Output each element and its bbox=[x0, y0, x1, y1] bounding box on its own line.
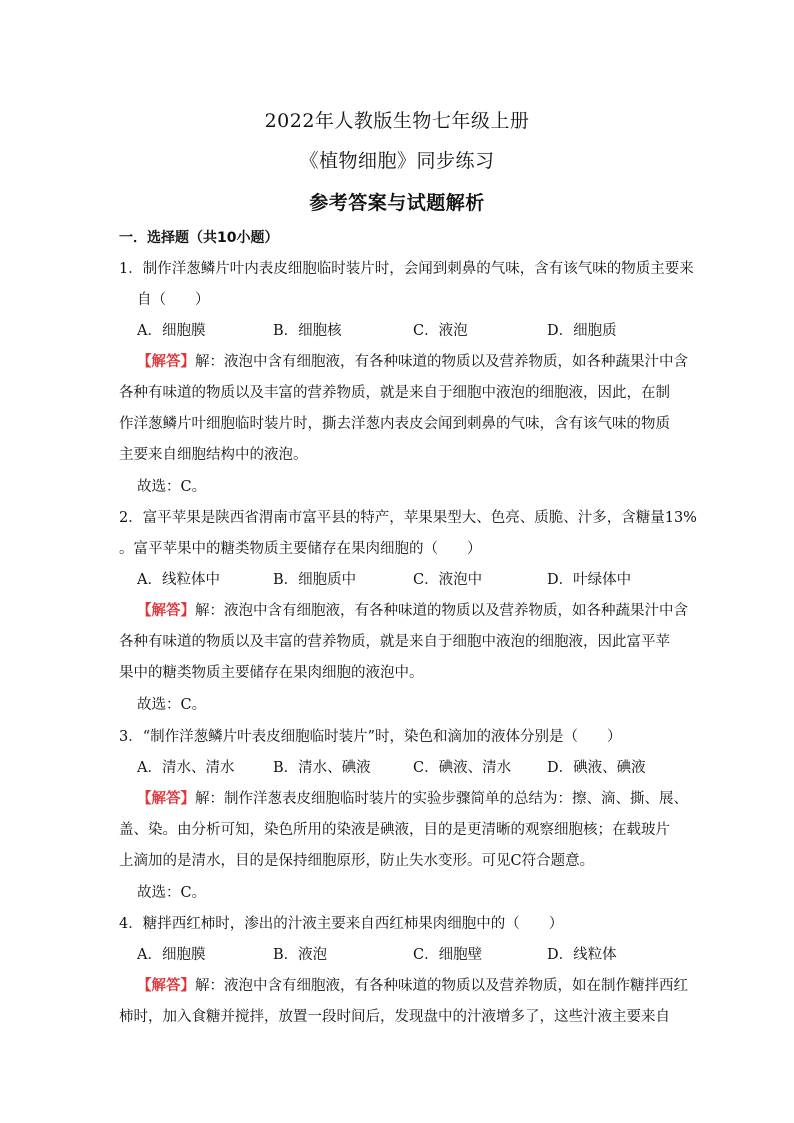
question-1-stem-line-1: 1．制作洋葱鳞片叶内表皮细胞临时装片时，会闻到刺鼻的气味，含有该气味的物质主要来 bbox=[119, 261, 694, 277]
question-4-explanation-line-1 bbox=[137, 976, 688, 996]
option-a: A．线粒体中 bbox=[137, 572, 220, 588]
answer-tag: 【解答】 bbox=[137, 977, 195, 994]
question-2-explanation-line-3: 果中的糖类物质主要储存在果肉细胞的液泡中。 bbox=[119, 665, 424, 681]
question-2-explanation-line-2: 各种有味道的物质以及丰富的营养物质，就是来自于细胞中液泡的细胞液，因此富平苹 bbox=[119, 634, 670, 650]
section-heading: 一．选择题（共10小题） bbox=[119, 230, 279, 246]
question-1-stem-line-2: 自（ ） bbox=[137, 292, 210, 308]
option-d: D．线粒体 bbox=[547, 947, 617, 963]
question-3-explanation-line-3: 上滴加的是清水，目的是保持细胞原形，防止失水变形。可见C符合题意。 bbox=[119, 853, 595, 869]
option-a: A．细胞膜 bbox=[137, 323, 206, 339]
explanation-text: 解：液泡中含有细胞液，有各种味道的物质以及营养物质，如各种蔬果汁中含 bbox=[195, 603, 688, 619]
option-b: B．清水、碘液 bbox=[273, 760, 371, 776]
question-2-stem-line-2: 。富平苹果中的糖类物质主要储存在果肉细胞的（ ） bbox=[119, 541, 482, 557]
question-1-result: 故选：C。 bbox=[137, 479, 207, 495]
option-c: C．碘液、清水 bbox=[413, 760, 512, 776]
document-heading: 参考答案与试题解析 bbox=[309, 192, 485, 214]
question-1-explanation-line-4: 主要来自细胞结构中的液泡。 bbox=[119, 447, 308, 463]
option-b: B．细胞质中 bbox=[273, 572, 357, 588]
option-b: B．细胞核 bbox=[273, 323, 342, 339]
option-a: A．清水、清水 bbox=[137, 760, 235, 776]
question-3-stem-line-1: 3．“制作洋葱鳞片叶表皮细胞临时装片”时，染色和滴加的液体分别是（ ） bbox=[119, 729, 622, 745]
question-3-explanation-line-1 bbox=[137, 789, 688, 809]
question-3-result: 故选：C。 bbox=[137, 885, 207, 901]
question-4-explanation-line-2: 柿时，加入食糖并搅拌，放置一段时间后，发现盘中的汁液增多了，这些汁液主要来自 bbox=[119, 1009, 670, 1025]
answer-tag: 【解答】 bbox=[137, 602, 195, 619]
option-c: C．液泡 bbox=[413, 323, 468, 339]
question-3-explanation-line-2: 盖、染。由分析可知，染色所用的染液是碘液，目的是更清晰的观察细胞核；在载玻片 bbox=[119, 822, 670, 838]
explanation-text: 解：液泡中含有细胞液，有各种味道的物质以及营养物质，如在制作糖拌西红 bbox=[195, 978, 688, 994]
document-title: 2022年人教版生物七年级上册 bbox=[264, 110, 530, 132]
answer-tag: 【解答】 bbox=[137, 353, 195, 370]
option-c: C．细胞壁 bbox=[413, 947, 483, 963]
explanation-text: 解：制作洋葱表皮细胞临时装片的实验步骤简单的总结为：擦、滴、撕、展、 bbox=[195, 791, 688, 807]
question-2-stem-line-1: 2．富平苹果是陕西省渭南市富平县的特产，苹果果型大、色亮、质脆、汁多，含糖量13% bbox=[119, 510, 697, 526]
question-1-explanation-line-2: 各种有味道的物质以及丰富的营养物质，就是来自于细胞中液泡的细胞液，因此，在制 bbox=[119, 385, 670, 401]
option-d: D．细胞质 bbox=[547, 323, 617, 339]
option-b: B．液泡 bbox=[273, 947, 328, 963]
answer-tag: 【解答】 bbox=[137, 790, 195, 807]
explanation-text: 解：液泡中含有细胞液，有各种味道的物质以及营养物质，如各种蔬果汁中含 bbox=[195, 354, 688, 370]
option-a: A．细胞膜 bbox=[137, 947, 206, 963]
document-subtitle: 《植物细胞》同步练习 bbox=[299, 150, 495, 172]
question-2-explanation-line-1 bbox=[137, 601, 688, 621]
option-d: D．碘液、碘液 bbox=[547, 760, 646, 776]
question-1-explanation-line-1 bbox=[137, 352, 688, 372]
option-d: D．叶绿体中 bbox=[547, 572, 632, 588]
option-c: C．液泡中 bbox=[413, 572, 483, 588]
question-1-explanation-line-3: 作洋葱鳞片叶细胞临时装片时，撕去洋葱内表皮会闻到刺鼻的气味，含有该气味的物质 bbox=[119, 416, 670, 432]
question-2-result: 故选：C。 bbox=[137, 697, 207, 713]
question-4-stem-line-1: 4．糖拌西红柿时，渗出的汁液主要来自西红柿果肉细胞中的（ ） bbox=[119, 916, 564, 932]
